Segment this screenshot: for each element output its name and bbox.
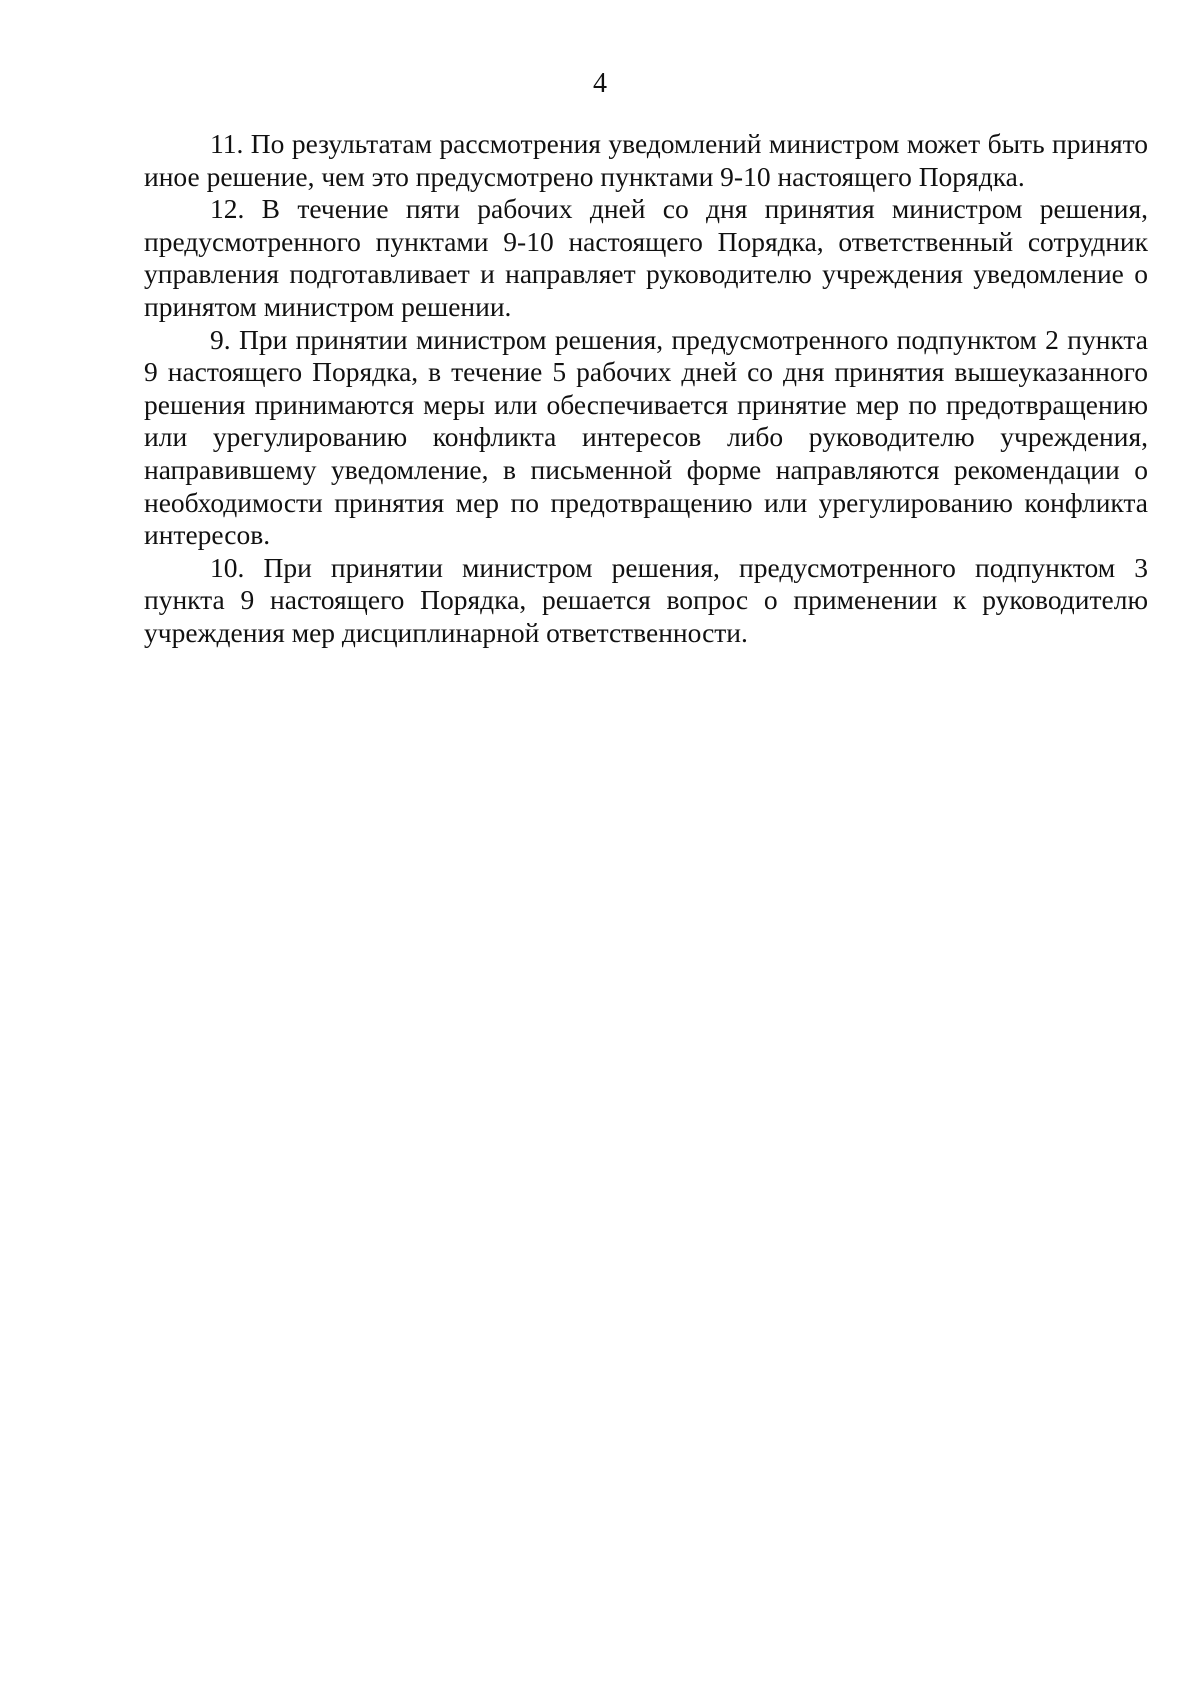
page-number: 4 [593, 68, 607, 99]
paragraph-10: 10. При принятии министром решения, предусмотренного подпунктом 3 пункта 9 настоящего Порядка, решается вопрос о применении к руководителю учреждения мер дисциплинарной ответственности. [144, 551, 1148, 648]
paragraph-9: 9. При принятии министром решения, предусмотренного подпунктом 2 пункта 9 настоящего Порядка, в течение 5 рабочих дней со дня принятия вышеуказанного решения принимаются меры или обеспечивается принятие мер по предотвращению или урегулированию конфликта интересов либо руководителю учреждения, направившему уведомление, в письменной форме направляются рекомендации о необходимости принятия мер по предотвращению или урегулированию конфликта интересов. [144, 323, 1148, 551]
document-body [144, 128, 1148, 650]
paragraph-11: 11. По результатам рассмотрения уведомлений министром может быть принято иное решение, чем это предусмотрено пунктами 9-10 настоящего Порядка. [144, 128, 1148, 192]
paragraph-12: 12. В течение пяти рабочих дней со дня принятия министром решения, предусмотренного пунктами 9-10 настоящего Порядка, ответственный сотрудник управления подготавливает и направляет руководителю учреждения уведомление о принятом министром решении. [144, 193, 1148, 322]
